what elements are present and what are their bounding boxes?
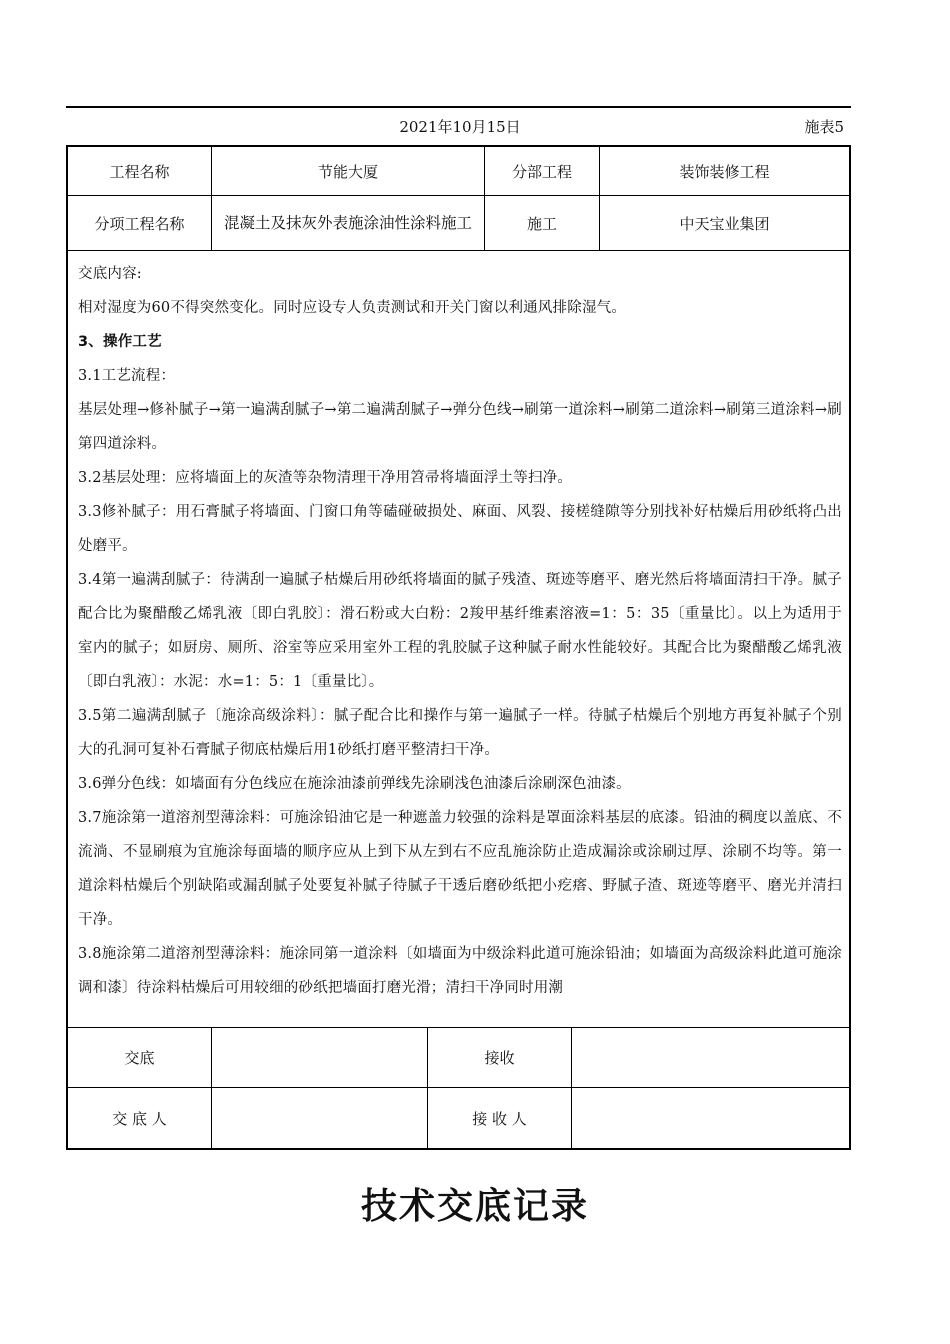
content-label: 交底内容: [78, 266, 142, 282]
content-paragraph: 3.4第一遍满刮腻子：待满刮一遍腻子枯燥后用砂纸将墙面的腻子残渣、斑迹等磨平、磨光然后将墙面清扫干净。腻子配合比为聚醋酸乙烯乳液〔即白乳胶〕：滑石粉或大白粉：2羧甲基纤维素溶液=1：5：35〔重量比〕。以上为适用于室内的腻子；如厨房、厕所、浴室等应采用室外工程的乳胶腻子这种腻子耐水性能较好。其配合比为聚醋酸乙烯乳液〔即白乳液〕：水泥：水=1：5：1〔重量比〕。 [78, 572, 842, 690]
receive-label: 接收 [484, 1049, 515, 1067]
section-heading: 3、操作工艺 [78, 334, 162, 350]
project-name-value: 节能大厦 [317, 162, 378, 181]
content-paragraph: 3.5第二遍满刮腻子〔施涂高级涂料〕：腻子配合比和操作与第一遍腻子一样。待腻子枯燥后个别地方再复补腻子个别大的孔洞可复补石膏腻子彻底枯燥后用1砂纸打磨平整清扫干净。 [78, 708, 842, 758]
handover-person-label: 交 底 人 [112, 1109, 167, 1128]
receive-signature-field[interactable] [572, 1028, 849, 1087]
content-paragraph: 相对湿度为60不得突然变化。同时应设专人负责测试和开关门窗以利通风排除湿气。 [78, 300, 627, 316]
handover-content [78, 257, 842, 1005]
division-value: 装饰装修工程 [679, 162, 770, 181]
record-table [66, 145, 851, 1150]
content-paragraph: 3.7施涂第一道溶剂型薄涂料：可施涂铅油它是一种遮盖力较强的涂料是罩面涂料基层的底漆。铅油的稠度以盖底、不流淌、不显刷痕为宜施涂每面墙的顺序应从上到下从左到右不应乱施涂防止造成漏涂或涂刷过厚、涂刷不均等。第一道涂料枯燥后个别缺陷或漏刮腻子处要复补腻子待腻子干透后磨砂纸把小疙瘩、野腻子渣、斑迹等磨平、磨光并清扫干净。 [78, 810, 842, 928]
handover-signature-field[interactable] [212, 1028, 427, 1087]
sub-item-value: 混凝土及抹灰外表施涂油性涂料施工 [223, 213, 472, 232]
handover-label: 交底 [124, 1049, 155, 1067]
construction-label: 施工 [526, 214, 557, 233]
construction-value: 中天宝业集团 [679, 214, 770, 233]
receiver-field[interactable] [572, 1088, 849, 1148]
top-rule [66, 106, 851, 108]
division-label: 分部工程 [511, 162, 572, 181]
row-divider-2 [68, 250, 849, 251]
sub-item-label: 分项工程名称 [94, 214, 185, 233]
document-title: 技术交底记录 [360, 1186, 589, 1227]
receiver-label: 接 收 人 [472, 1109, 527, 1128]
content-paragraph: 3.3修补腻子：用石膏腻子将墙面、门窗口角等磕碰破损处、麻面、风裂、接槎缝隙等分别找补好枯燥后用砂纸将凸出处磨平。 [78, 504, 842, 554]
content-paragraph: 基层处理→修补腻子→第一遍满刮腻子→第二遍满刮腻子→弹分色线→刷第一道涂料→刷第二道涂料→刷第三道涂料→刷第四道涂料。 [78, 402, 842, 452]
handover-person-field[interactable] [212, 1088, 427, 1148]
document-date: 2021年10月15日 [399, 118, 521, 136]
content-paragraph: 3.6弹分色线：如墙面有分色线应在施涂油漆前弹线先涂刷浅色油漆后涂刷深色油漆。 [78, 776, 631, 792]
content-paragraph: 3.1工艺流程： [78, 368, 176, 384]
form-number: 施表5 [804, 118, 844, 136]
project-name-label: 工程名称 [109, 162, 170, 181]
content-paragraph: 3.2基层处理：应将墙面上的灰渣等杂物清理干净用笤帚将墙面浮土等扫净。 [78, 470, 573, 486]
content-paragraph: 3.8施涂第二道溶剂型薄涂料：施涂同第一道涂料〔如墙面为中级涂料此道可施涂铅油；如墙面为高级涂料此道可施涂调和漆〕待涂料枯燥后可用较细的砂纸把墙面打磨光滑；清扫干净同时用潮 [78, 946, 842, 996]
